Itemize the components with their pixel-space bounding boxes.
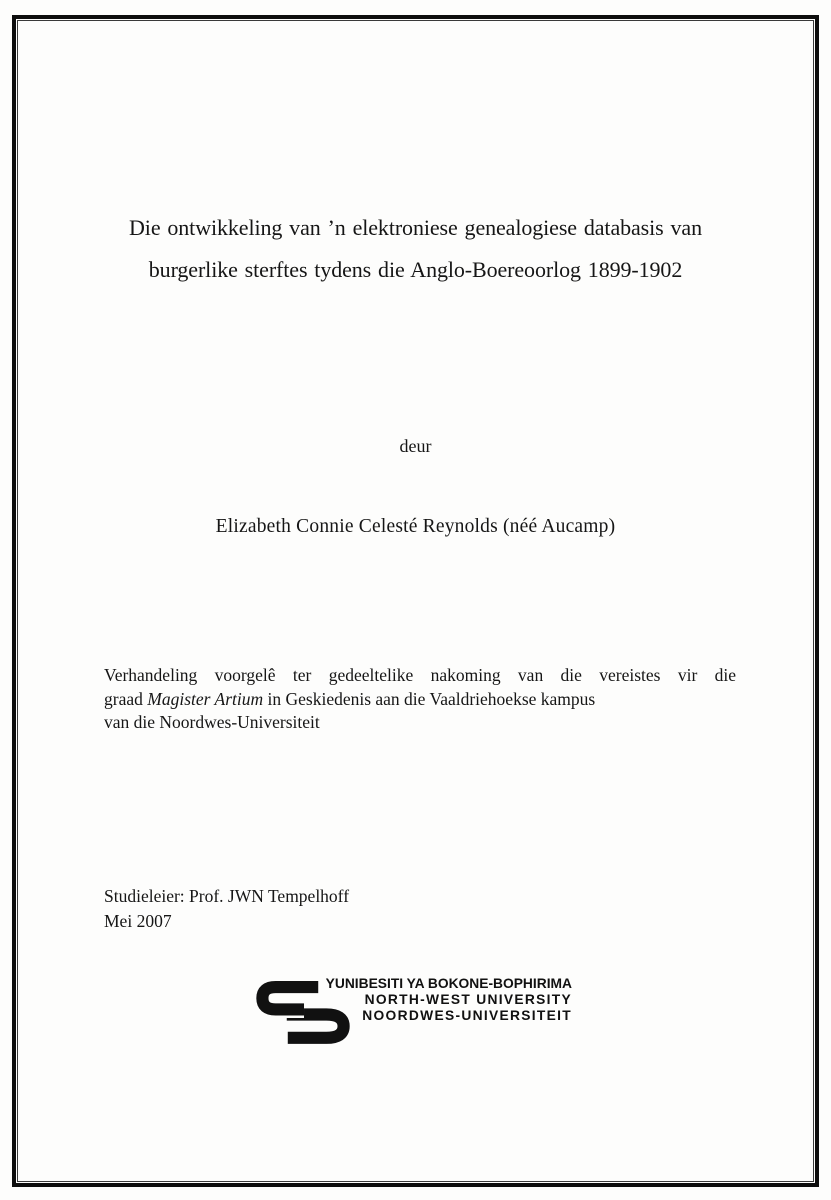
university-name-english: NORTH-WEST UNIVERSITY <box>364 992 572 1008</box>
university-name-setswana: YUNIBESITI YA BOKONE-BOPHIRIMA <box>325 976 572 991</box>
degree-name-italic: Magister Artium <box>147 688 264 709</box>
degree-statement-line2-post: in Geskiedenis aan die Vaaldriehoekse kampus <box>263 688 596 709</box>
thesis-title-line2: burgerlike sterftes tydens die Anglo-Boereoorlog 1899-1902 <box>148 257 683 282</box>
university-name-afrikaans: NOORDWES-UNIVERSITEIT <box>362 1008 572 1024</box>
degree-statement-line2 <box>104 688 736 712</box>
byline-label: deur <box>399 436 432 456</box>
supervisor-block <box>104 884 349 933</box>
thesis-title-line1: Die ontwikkeling van ’n elektroniese genealogiese databasis van <box>129 215 702 240</box>
date-line: Mei 2007 <box>104 910 172 931</box>
thesis-title <box>40 207 791 291</box>
degree-statement-line3: van die Noordwes-Universiteit <box>104 712 320 732</box>
degree-statement <box>104 664 736 735</box>
degree-statement-line2-pre: graad <box>104 688 148 709</box>
author-name: Elizabeth Connie Celesté Reynolds (néé Aucamp) <box>215 516 616 537</box>
supervisor-line: Studieleier: Prof. JWN Tempelhoff <box>104 886 350 906</box>
university-logo-text <box>318 976 572 1025</box>
university-logo <box>256 975 586 1055</box>
degree-statement-line1: Verhandeling voorgelê ter gedeeltelike nakoming van die vereistes vir die <box>104 665 736 685</box>
